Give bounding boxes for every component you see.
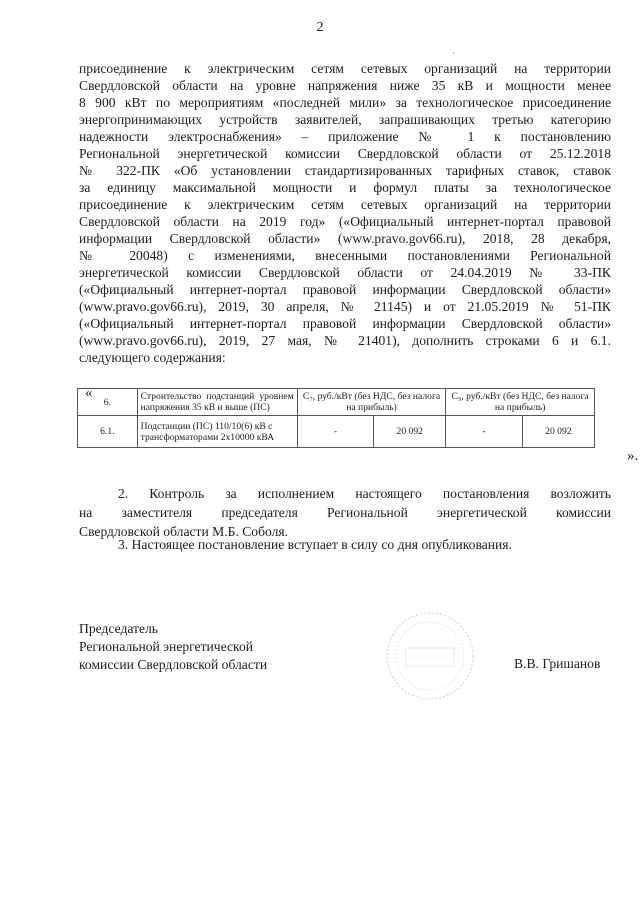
table-cell: C₉, руб./кВт (без НДС, без налога на прибыль)	[446, 389, 595, 416]
table-cell: Подстанции (ПС) 110/10(6) кВ с трансформаторами 2х10000 кВА	[137, 416, 297, 448]
body-line: 8 900 кВт по мероприятиям «последней мили» за технологическое присоединение	[79, 95, 611, 110]
table-cell: -	[297, 416, 373, 448]
signature-title-line: комиссии Свердловской области	[79, 657, 268, 672]
body-line: 2. Контроль за исполнением настоящего постановления возложить	[118, 486, 611, 501]
table-row	[78, 389, 595, 416]
body-line: («Официальный интернет-портал правовой информации Свердловской области»	[79, 316, 611, 331]
table-cell: 20 092	[374, 416, 446, 448]
body-line: присоединение к электрическим сетям сетевых организаций на территории	[79, 61, 611, 76]
body-line: надежности электроснабжения» – приложение № 1 к постановлению	[79, 129, 611, 144]
table-row	[78, 416, 595, 448]
quote-open: «	[85, 385, 93, 401]
scan-dot: ·	[452, 48, 455, 58]
body-line: Свердловской области на 2019 год» («Официальный интернет-портал правовой	[79, 214, 611, 229]
body-line: Свердловской области на уровне напряжения ниже 35 кВ и мощности менее	[79, 78, 611, 93]
body-line: информации Свердловской области» (www.pravo.gov66.ru), 2018, 28 декабря,	[79, 231, 611, 246]
body-line: следующего содержания:	[79, 350, 226, 365]
body-paragraph	[79, 60, 611, 366]
body-line: («Официальный интернет-портал правовой информации Свердловской области»	[79, 282, 611, 297]
paragraph-3: 3. Настоящее постановление вступает в силу со дня опубликования.	[118, 537, 512, 552]
signature-title-line: Председатель	[79, 621, 158, 636]
body-line: (www.pravo.gov66.ru), 2019, 30 апреля, № 21145) и от 21.05.2019 № 51-ПК	[79, 299, 611, 314]
body-line: № 20048) с изменениями, внесенными постановлениями Региональной	[79, 248, 611, 263]
body-line: энергопринимающих устройств заявителей, запрашивающих третью категорию	[79, 112, 611, 127]
body-line: № 322-ПК «Об установлении стандартизированных тарифных ставок, ставок	[79, 163, 611, 178]
table-cell: 6.1.	[78, 416, 138, 448]
body-line: за единицу максимальной мощности и формул платы за технологическое	[79, 180, 611, 195]
table-cell: -	[446, 416, 522, 448]
tariff-table	[77, 388, 595, 448]
page-number: 2	[316, 20, 324, 35]
table-cell: 6.	[78, 389, 138, 416]
table-cell: C₇, руб./кВт (без НДС, без налога на прибыль)	[297, 389, 446, 416]
signer-name: В.В. Гришанов	[514, 656, 601, 671]
body-line: присоединение к электрическим сетям сетевых организаций на территории	[79, 197, 611, 212]
table-cell: 20 092	[522, 416, 594, 448]
body-line: энергетической комиссии Свердловской области от 24.04.2019 № 33-ПК	[79, 265, 611, 280]
body-line: Региональной энергетической комиссии Свердловской области от 25.12.2018	[79, 146, 611, 161]
table-cell: Строительство подстанций уровнем напряжения 35 кВ и выше (ПС)	[137, 389, 297, 416]
signature-title-line: Региональной энергетической	[79, 639, 254, 654]
quote-close: ».	[627, 448, 639, 464]
body-line: (www.pravo.gov66.ru), 2019, 27 мая, № 21401), дополнить строками 6 и 6.1.	[79, 333, 611, 348]
body-line: Свердловской области М.Б. Соболя.	[79, 524, 289, 539]
body-line: на заместителя председателя Региональной энергетической комиссии	[79, 505, 611, 520]
paragraph-2	[79, 484, 611, 541]
stamp-seal	[384, 610, 476, 702]
signature-title	[79, 620, 267, 674]
